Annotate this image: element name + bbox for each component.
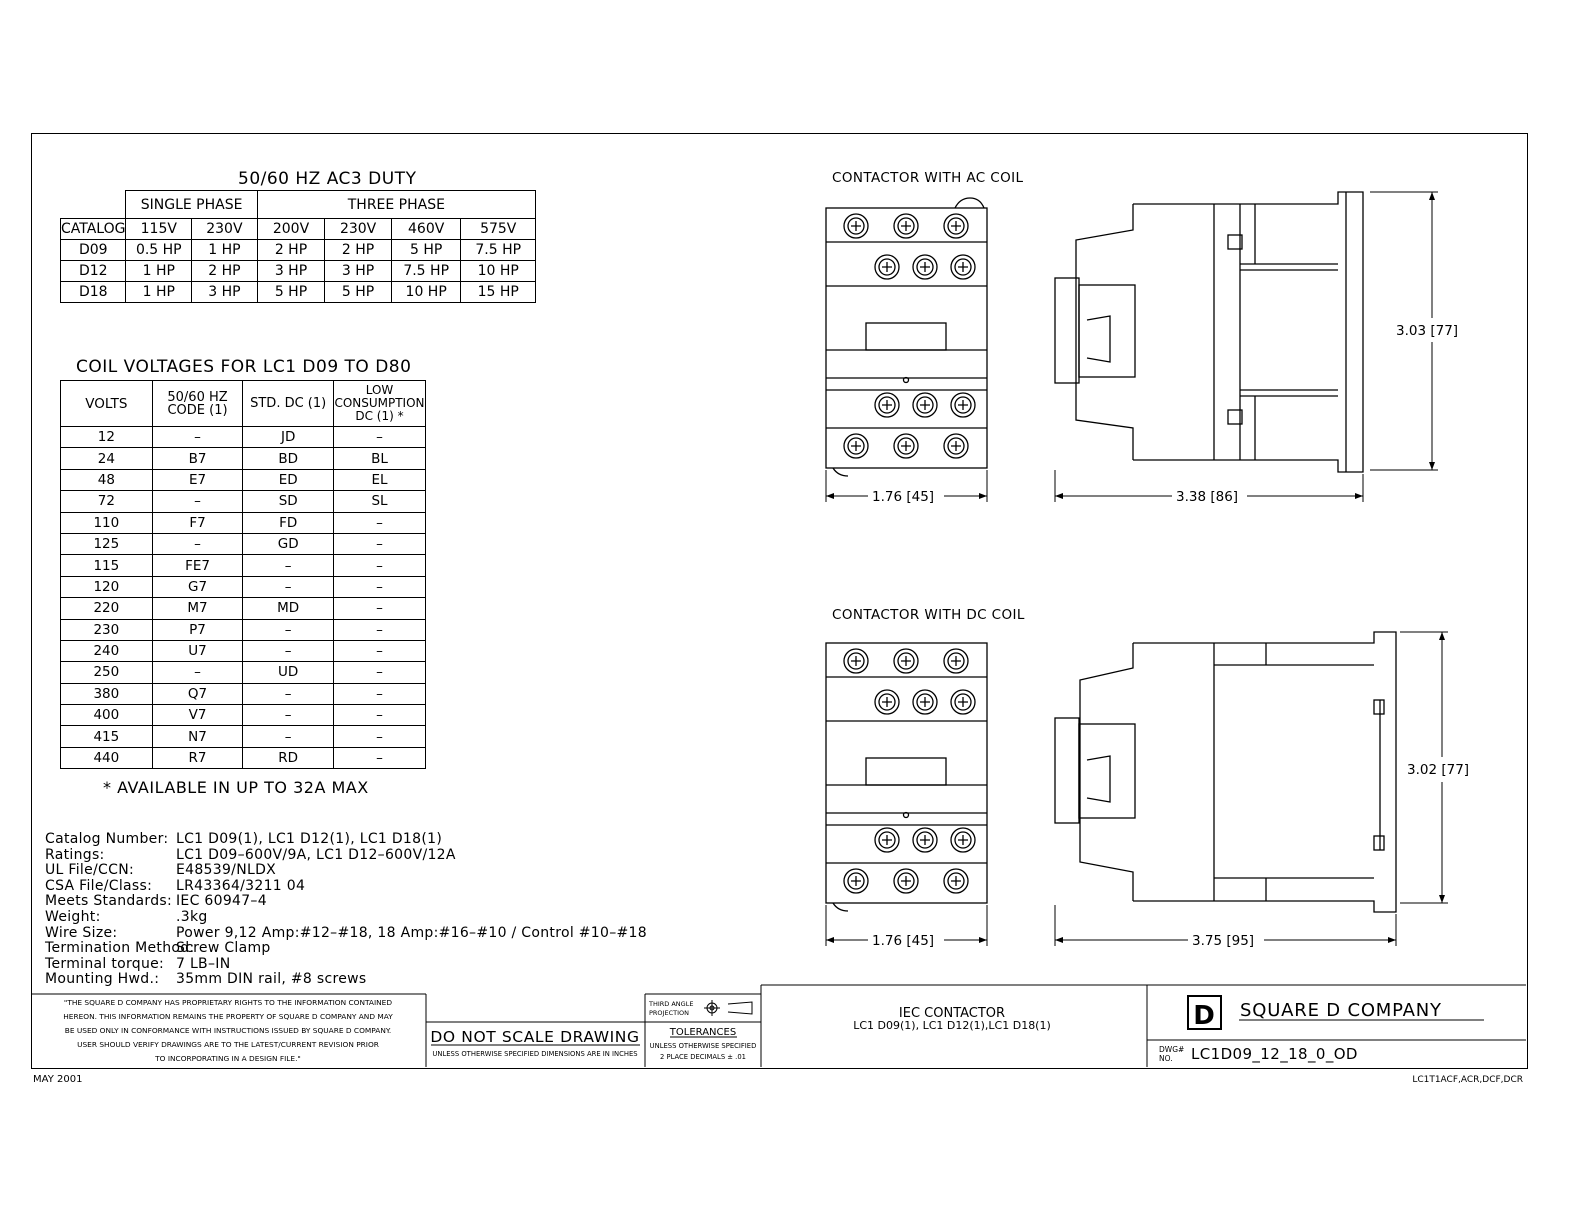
coil-cell: U7	[152, 640, 243, 661]
coil-cell: FD	[243, 512, 334, 533]
duty-column-header: 230V	[192, 219, 258, 240]
coil-cell: M7	[152, 598, 243, 619]
disclaimer-line: HEREON. THIS INFORMATION REMAINS THE PROPERTY OF SQUARE D COMPANY AND MAY	[63, 1012, 393, 1021]
coil-cell: 48	[61, 469, 153, 490]
duty-column-header: 575V	[461, 219, 536, 240]
screw-slot	[882, 400, 892, 410]
duty-cell: 0.5 HP	[126, 240, 192, 261]
coil-cell: UD	[243, 662, 334, 683]
product-title: IEC CONTACTOR	[898, 1006, 1006, 1021]
coil-cell: JD	[243, 427, 334, 448]
spec-label: UL File/CCN:	[45, 862, 134, 879]
coil-cell: –	[243, 640, 334, 661]
spec-label: Wire Size:	[45, 924, 118, 941]
file-reference: LC1T1ACF,ACR,DCF,DCR	[1412, 1075, 1523, 1085]
screw-slot	[958, 835, 968, 845]
coil-cell: –	[333, 662, 425, 683]
duty-cell: 5 HP	[257, 282, 325, 303]
square-d-logo: D	[1193, 1001, 1215, 1031]
coil-cell: GD	[243, 533, 334, 554]
spec-label: Ratings:	[45, 846, 105, 863]
spec-label: Meets Standards:	[45, 893, 173, 910]
spec-label: CSA File/Class:	[45, 877, 153, 894]
coil-header-ac: 50/60 HZ CODE (1)	[152, 381, 243, 427]
duty-cell: 3 HP	[325, 261, 392, 282]
duty-cell: 10 HP	[461, 261, 536, 282]
screw-slot	[958, 262, 968, 272]
coil-cell: FE7	[152, 555, 243, 576]
spec-value: .3kg	[176, 908, 208, 925]
duty-cell: 2 HP	[325, 240, 392, 261]
duty-cell: D12	[61, 261, 126, 282]
tolerances-line1: UNLESS OTHERWISE SPECIFIED	[649, 1042, 757, 1050]
screw-slot	[951, 876, 961, 886]
disclaimer-line: "THE SQUARE D COMPANY HAS PROPRIETARY RIGHTS TO THE INFORMATION CONTAINED	[63, 998, 393, 1007]
coil-cell: –	[243, 619, 334, 640]
coil-cell: –	[152, 427, 243, 448]
duty-column-header: CATALOG	[61, 219, 126, 240]
screw-slot	[958, 697, 968, 707]
screw-slot	[951, 656, 961, 666]
duty-cell: 7.5 HP	[461, 240, 536, 261]
duty-cell: 5 HP	[325, 282, 392, 303]
no-scale-sub: UNLESS OTHERWISE SPECIFIED DIMENSIONS ARE IN INCHES	[432, 1050, 638, 1058]
screw-slot	[882, 835, 892, 845]
duty-cell: 7.5 HP	[391, 261, 461, 282]
coil-cell: 72	[61, 491, 153, 512]
screw-slot	[882, 697, 892, 707]
screw-slot	[951, 221, 961, 231]
screw-slot	[958, 400, 968, 410]
coil-cell: –	[152, 533, 243, 554]
duty-cell: 1 HP	[192, 240, 258, 261]
coil-cell: 250	[61, 662, 153, 683]
screw-slot	[901, 876, 911, 886]
coil-cell: N7	[152, 726, 243, 747]
duty-cell: 2 HP	[257, 240, 325, 261]
dc-height-dim: 3.02 [77]	[1407, 762, 1470, 778]
coil-cell: 115	[61, 555, 153, 576]
coil-cell: –	[333, 705, 425, 726]
ac-side-view	[1055, 192, 1363, 472]
screw-slot	[851, 876, 861, 886]
coil-cell: BL	[333, 448, 425, 469]
dc-width-dim: 1.76 [45]	[872, 933, 935, 949]
coil-cell: –	[333, 683, 425, 704]
coil-cell: –	[333, 598, 425, 619]
coil-cell: RD	[243, 747, 334, 768]
disclaimer-line: TO INCORPORATING IN A DESIGN FILE."	[155, 1054, 301, 1063]
duty-column-header: 460V	[391, 219, 461, 240]
company-name: SQUARE D COMPANY	[1240, 1000, 1442, 1021]
spec-label: Mounting Hwd.:	[45, 971, 160, 988]
coil-cell: MD	[243, 598, 334, 619]
screw-slot	[951, 441, 961, 451]
coil-cell: ED	[243, 469, 334, 490]
projection-line2: PROJECTION	[649, 1009, 689, 1017]
spec-value: E48539/NLDX	[176, 862, 277, 879]
spec-label: Terminal torque:	[45, 955, 165, 972]
coil-cell: 415	[61, 726, 153, 747]
duty-cell: 1 HP	[126, 282, 192, 303]
spec-label: Termination Method:	[45, 940, 195, 957]
duty-cell: 3 HP	[192, 282, 258, 303]
duty-cell: 15 HP	[461, 282, 536, 303]
ac-view-label: CONTACTOR WITH AC COIL	[832, 170, 1024, 186]
coil-cell: E7	[152, 469, 243, 490]
dc-depth-dim: 3.75 [95]	[1192, 933, 1255, 949]
coil-cell: B7	[152, 448, 243, 469]
duty-cell: 1 HP	[126, 261, 192, 282]
duty-group-single: SINGLE PHASE	[126, 191, 257, 219]
duty-column-header: 230V	[325, 219, 392, 240]
disclaimer-line: BE USED ONLY IN CONFORMANCE WITH INSTRUCTIONS ISSUED BY SQUARE D COMPANY.	[64, 1026, 392, 1035]
spec-value: LC1 D09(1), LC1 D12(1), LC1 D18(1)	[176, 831, 443, 847]
tolerances-label: TOLERANCES	[669, 1027, 737, 1038]
projection-line1: THIRD ANGLE	[649, 1000, 694, 1008]
coil-header-volts: VOLTS	[61, 381, 153, 427]
coil-table-title: COIL VOLTAGES FOR LC1 D09 TO D80	[76, 357, 412, 377]
ac-front-view	[826, 198, 987, 476]
spec-value: IEC 60947–4	[176, 893, 267, 910]
coil-cell: 12	[61, 427, 153, 448]
coil-cell: R7	[152, 747, 243, 768]
coil-cell: –	[333, 747, 425, 768]
spec-value: LC1 D09–600V/9A, LC1 D12–600V/12A	[176, 846, 456, 863]
dwg-number: LC1D09_12_18_0_OD	[1191, 1045, 1358, 1063]
duty-cell: 3 HP	[257, 261, 325, 282]
screw-slot	[920, 835, 930, 845]
coil-cell: –	[333, 533, 425, 554]
screw-slot	[901, 656, 911, 666]
screw-slot	[901, 221, 911, 231]
coil-cell: P7	[152, 619, 243, 640]
duty-column-header: 115V	[126, 219, 192, 240]
spec-value: 7 LB–IN	[176, 955, 231, 972]
duty-cell: 5 HP	[391, 240, 461, 261]
coil-cell: 230	[61, 619, 153, 640]
drawing-date: MAY 2001	[33, 1074, 83, 1085]
duty-cell: 10 HP	[391, 282, 461, 303]
spec-value: LR43364/3211 04	[176, 877, 306, 894]
duty-cell: D09	[61, 240, 126, 261]
coil-cell: 220	[61, 598, 153, 619]
coil-cell: –	[243, 683, 334, 704]
coil-cell: 24	[61, 448, 153, 469]
duty-cell: D18	[61, 282, 126, 303]
coil-cell: –	[333, 640, 425, 661]
spec-label: Catalog Number:	[45, 831, 169, 847]
dc-side-view	[1055, 632, 1396, 912]
no-scale-label: DO NOT SCALE DRAWING	[430, 1028, 640, 1046]
dc-view-label: CONTACTOR WITH DC COIL	[832, 607, 1025, 623]
screw-slot	[851, 221, 861, 231]
coil-cell: BD	[243, 448, 334, 469]
duty-cell: 2 HP	[192, 261, 258, 282]
coil-cell: –	[333, 726, 425, 747]
coil-cell: –	[333, 576, 425, 597]
screw-slot	[851, 441, 861, 451]
coil-footnote: * AVAILABLE IN UP TO 32A MAX	[103, 778, 369, 797]
coil-cell: –	[333, 427, 425, 448]
coil-cell: 400	[61, 705, 153, 726]
screw-slot	[920, 697, 930, 707]
coil-cell: –	[333, 512, 425, 533]
screw-slot	[920, 262, 930, 272]
coil-cell: –	[333, 555, 425, 576]
duty-group-three: THREE PHASE	[257, 191, 535, 219]
disclaimer-line: USER SHOULD VERIFY DRAWINGS ARE TO THE LATEST/CURRENT REVISION PRIOR	[77, 1040, 379, 1049]
dwg-label-top: DWG#	[1159, 1045, 1185, 1054]
coil-cell: Q7	[152, 683, 243, 704]
product-models: LC1 D09(1), LC1 D12(1),LC1 D18(1)	[853, 1019, 1051, 1032]
coil-cell: F7	[152, 512, 243, 533]
coil-cell: SD	[243, 491, 334, 512]
coil-cell: 240	[61, 640, 153, 661]
coil-header-low-dc: LOW CONSUMPTION DC (1) *	[333, 381, 425, 427]
duty-column-header: 200V	[257, 219, 325, 240]
coil-cell: –	[243, 555, 334, 576]
ac-height-dim: 3.03 [77]	[1396, 323, 1459, 339]
tolerances-line2: 2 PLACE DECIMALS ± .01	[660, 1053, 746, 1061]
coil-cell: –	[243, 705, 334, 726]
coil-cell: 380	[61, 683, 153, 704]
screw-slot	[901, 441, 911, 451]
coil-cell: 440	[61, 747, 153, 768]
screw-slot	[882, 262, 892, 272]
spec-value: Power 9,12 Amp:#12–#18, 18 Amp:#16–#10 / Control #10–#18	[176, 924, 647, 941]
spec-value: 35mm DIN rail, #8 screws	[176, 971, 367, 988]
screw-slot	[851, 656, 861, 666]
coil-cell: –	[243, 726, 334, 747]
coil-cell: –	[152, 491, 243, 512]
coil-cell: –	[333, 619, 425, 640]
coil-cell: 110	[61, 512, 153, 533]
coil-cell: G7	[152, 576, 243, 597]
disclaimer	[63, 998, 393, 1063]
ac-width-dim: 1.76 [45]	[872, 489, 935, 505]
ac-depth-dim: 3.38 [86]	[1176, 489, 1239, 505]
coil-cell: SL	[333, 491, 425, 512]
coil-cell: 125	[61, 533, 153, 554]
coil-cell: 120	[61, 576, 153, 597]
duty-table-title: 50/60 HZ AC3 DUTY	[238, 169, 417, 189]
coil-cell: EL	[333, 469, 425, 490]
spec-value: Screw Clamp	[176, 940, 271, 957]
coil-header-std-dc: STD. DC (1)	[243, 381, 334, 427]
coil-cell: V7	[152, 705, 243, 726]
coil-cell: –	[152, 662, 243, 683]
screw-slot	[920, 400, 930, 410]
dwg-label-bottom: NO.	[1159, 1054, 1173, 1063]
spec-label: Weight:	[45, 908, 101, 925]
dc-front-view	[826, 643, 987, 911]
coil-cell: –	[243, 576, 334, 597]
